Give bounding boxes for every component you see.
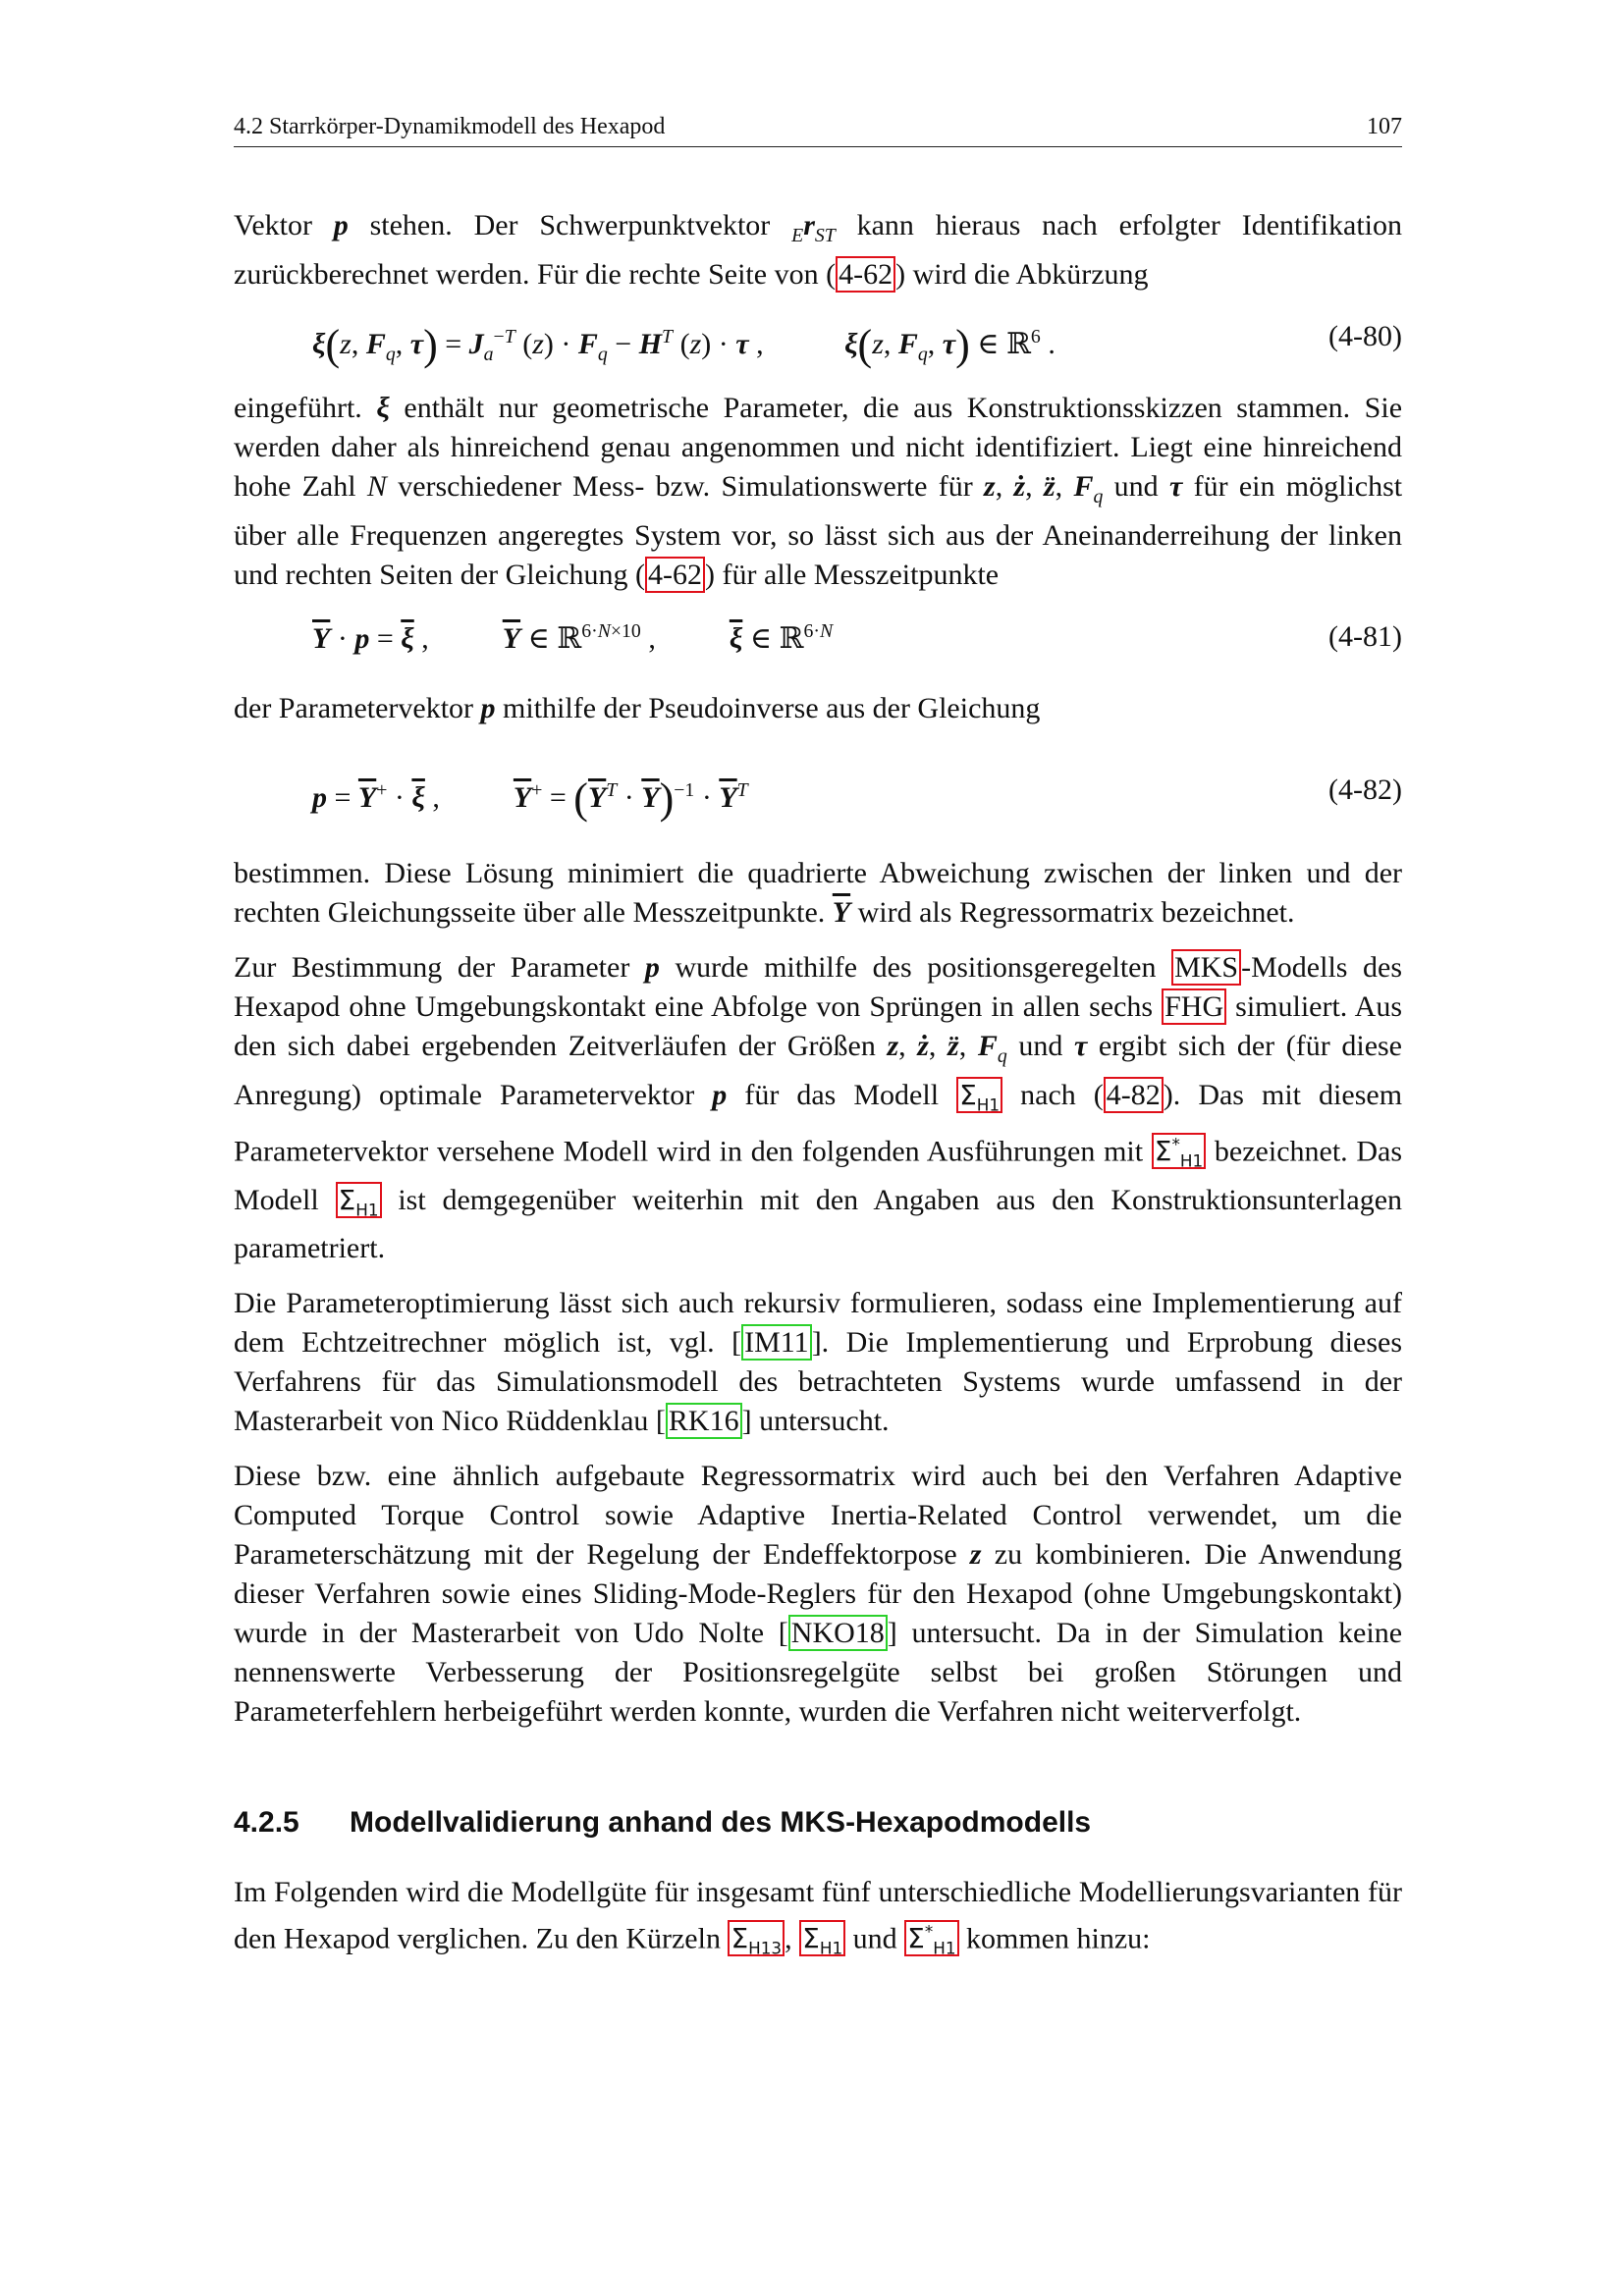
equation-4-80-body: ξ(z, $F_q$, $\tau) = J_a^{-T}$ $(z) \cdot F_q - H^T$ (z) · τ , ξ(z, $F_q$, τ) ∈ ℝ$^6$ . bbox=[312, 321, 1056, 369]
equation-number: (4-80) bbox=[1328, 320, 1402, 352]
equation-4-80 bbox=[234, 310, 1402, 369]
page-body bbox=[234, 206, 1402, 1984]
paragraph-4: bestimmen. Diese Lösung minimiert die quadrierte Abweichung zwischen der linken und der rechten Gleichungsseite über alle Messzeitpunkte. $\overline{Y}$ wird als Regressormatrix bezeichnet. bbox=[234, 857, 1402, 929]
section-number: 4.2.5 bbox=[234, 1806, 299, 1840]
symbol-link-sigma-h1[interactable]: $\Sigma_{H1}$ bbox=[956, 1077, 1002, 1113]
paragraph-3: der Parametervektor p mithilfe der Pseudoinverse aus der Gleichung bbox=[234, 692, 1041, 724]
symbol-link-sigma-h1-star[interactable]: $\Sigma^*_{H1}$ bbox=[1152, 1133, 1206, 1169]
equation-4-82-body: $p = \overline{Y}^+ \cdot \overline{\xi}$ , $\overline{Y}^+ = (\overline{Y}^T \cdot \overline{Y})^{-1} \cdot \overline{Y}^T$ bbox=[312, 774, 748, 823]
acronym-link-fhg[interactable]: FHG bbox=[1162, 988, 1226, 1025]
paragraph-8: Im Folgenden wird die Modellgüte für insgesamt fünf unterschiedliche Modellierungsvarianten für den Hexapod verglichen. Zu den Kürzeln $\Sigma_{H13}$ , $\Sigma_{H1}$ und $\Sigma^*_{H1}$ kommen hinzu: bbox=[234, 1876, 1402, 1959]
eq-ref-4-62[interactable]: 4-62 bbox=[836, 256, 895, 293]
paragraph-1: Vektor p stehen. Der Schwerpunktvektor $_Er_{ST}$ kann hieraus nach erfolgter Identifikation zurückberechnet werden. Für die rechte Seite von ( 4-62 ) wird die Abkürzung bbox=[234, 209, 1402, 291]
paragraph-7: Diese bzw. eine ähnlich aufgebaute Regressormatrix wird auch bei den Verfahren Adaptive Computed Torque Control sowie Adaptive Inertia-Related Control verwendet, um die Parameterschätzung mit der Regelung der Endeffektorpose z zu kombinieren. Die Anwendung dieser Verfahren sowie eines Sliding-Mode-Reglers für den Hexapod (ohne Umgebungskontakt) wurde in der Masterarbeit von Udo Nolte [ NKO18 ] untersucht. Da in der Simulation keine nennenswerte Verbesserung der Positionsregelgüte selbst bei großen Störungen und Parameterfehlern herbeigeführt werden konnte, wurden die Verfahren nicht weiterverfolgt. bbox=[234, 1460, 1403, 1729]
symbol-link-sigma-h13[interactable]: $\Sigma_{H13}$ bbox=[728, 1920, 785, 1956]
eq-ref-4-82[interactable]: 4-82 bbox=[1104, 1077, 1164, 1113]
running-title: 4.2 Starrkörper-Dynamikmodell des Hexapod bbox=[234, 114, 666, 139]
citation-rk16[interactable]: RK16 bbox=[666, 1403, 742, 1439]
symbol-link-sigma-h1-star[interactable]: $\Sigma^*_{H1}$ bbox=[904, 1920, 958, 1956]
equation-4-82 bbox=[234, 744, 1402, 834]
symbol-link-sigma-h1[interactable]: $\Sigma_{H1}$ bbox=[336, 1182, 382, 1218]
paragraph-5: Zur Bestimmung der Parameter p wurde mithilfe des positionsgeregelten MKS -Modells des Hexapod ohne Umgebungskontakt eine Abfolge von Sprüngen in allen sechs FHG simuliert. Aus den sich dabei ergebenden Zeitverläufen der Größen z, ż, z̈, $F_q$ und τ ergibt sich der (für diese Anregung) optimale Parametervektor p für das Modell $\Sigma_{H1}$ nach ( 4-82 ). Das mit diesem Parametervektor versehene Modell wird in den folgenden Ausführungen mit $\Sigma^*_{H1}$ bezeichnet. Das Modell $\Sigma_{H1}$ ist demgegenüber weiterhin mit den Angaben aus den Konstruktionsunterlagen parametriert. bbox=[234, 951, 1403, 1265]
paragraph-6: Die Parameteroptimierung lässt sich auch rekursiv formulieren, sodass eine Implementierung auf dem Echtzeitrechner möglich ist, vgl. [ IM11 ]. Die Implementierung und Erprobung dieses Verfahrens für das Simulationsmodell des betrachteten Systems wurde umfassend in der Masterarbeit von Nico Rüddenklau [ RK16 ] untersucht. bbox=[234, 1287, 1402, 1438]
equation-number: (4-81) bbox=[1328, 620, 1402, 653]
citation-im11[interactable]: IM11 bbox=[741, 1324, 812, 1361]
section-title: Modellvalidierung anhand des MKS-Hexapodmodells bbox=[350, 1806, 1092, 1840]
eq-ref-4-62[interactable]: 4-62 bbox=[645, 557, 705, 593]
paragraph-2: eingeführt. ξ enthält nur geometrische Parameter, die aus Konstruktionsskizzen stammen. Sie werden daher als hinreichend genau angenommen und nicht identifiziert. Liegt eine hinreichend hohe Zahl N verschiedener Mess- bzw. Simulationswerte für z, ż, z̈, $F_q$ und τ für ein möglichst über alle Frequenzen angeregtes System vor, so lässt sich aus der Aneinanderreihung der linken und rechten Seiten der Gleichung ( 4-62 ) für alle Messzeitpunkte bbox=[234, 392, 1403, 591]
section-heading bbox=[234, 1806, 1402, 1840]
symbol-link-sigma-h1[interactable]: $\Sigma_{H1}$ bbox=[799, 1920, 845, 1956]
citation-nko18[interactable]: NKO18 bbox=[788, 1615, 888, 1651]
equation-4-81 bbox=[234, 611, 1402, 669]
equation-4-81-body: $\overline{Y} \cdot p = \overline{\xi}$ , $\overline{Y}$ ∈ ℝ$^{6\cdot N\times 10}$ , $\overline{\xi}$ ∈ ℝ$^{6\cdot N}$ bbox=[312, 620, 834, 655]
equation-number: (4-82) bbox=[1328, 774, 1402, 806]
running-header bbox=[234, 111, 1402, 147]
acronym-link-mks[interactable]: MKS bbox=[1171, 949, 1241, 986]
page-number: 107 bbox=[1367, 114, 1402, 139]
